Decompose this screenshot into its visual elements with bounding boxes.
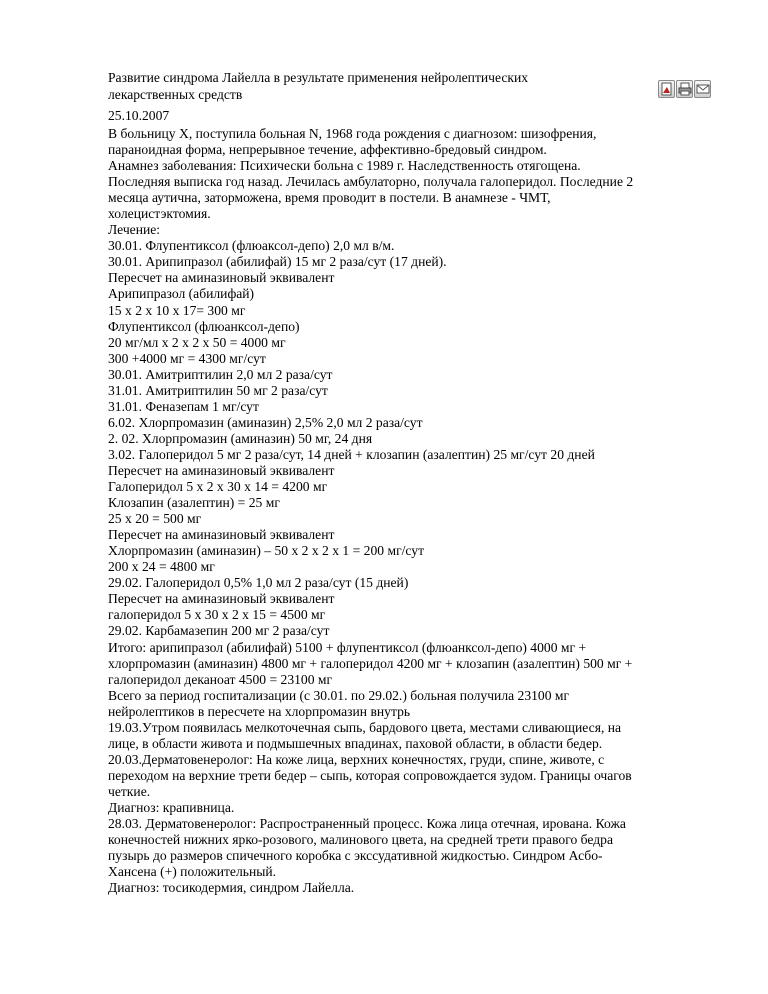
body-line: 30.01. Арипипразол (абилифай) 15 мг 2 раза/сут (17 дней).: [108, 254, 447, 270]
body-line: В больницу X, поступила больная N, 1968 года рождения с диагнозом: шизофрения,: [108, 126, 597, 141]
body-line: галоперидол 5 х 30 х 2 х 15 = 4500 мг: [108, 607, 326, 623]
body-line: галоперидол деканоат 4500 = 23100 мг: [108, 671, 333, 687]
body-line: Пересчет на аминазиновый эквивалент: [108, 270, 335, 286]
body-line: 20.03.Дерматовенеролог: На коже лица, верхних конечностях, груди, спине, животе, с: [108, 751, 605, 767]
body-line: 30.01. Флупентиксол (флюаксол-депо) 2,0 мл в/м.: [108, 238, 395, 254]
body-line: Клозапин (азалептин) = 25 мг: [108, 495, 280, 511]
body-line: пузырь до размеров спичечного коробка с экссудативной жидкостью. Синдром Асбо-: [108, 848, 603, 864]
title-line: Развитие синдрома Лайелла в результате применения нейролептических: [108, 70, 529, 85]
body-line: 200 х 24 = 4800 мг: [108, 559, 215, 575]
publication-date: 25.10.2007: [108, 108, 170, 123]
body-line: 20 мг/мл х 2 х 2 х 50 = 4000 мг: [108, 334, 286, 350]
body-line: 29.02. Карбамазепин 200 мг 2 раза/сут: [108, 623, 330, 639]
email-icon[interactable]: [694, 80, 711, 98]
article-title: [108, 69, 628, 103]
body-line: четкие.: [108, 783, 151, 799]
body-line: 300 +4000 мг = 4300 мг/сут: [108, 350, 266, 366]
body-line: Пересчет на аминазиновый эквивалент: [108, 462, 335, 478]
body-line: параноидная форма, непрерывное течение, аффективно-бредовый синдром.: [108, 142, 547, 158]
body-line: Флупентиксол (флюанксол-депо): [108, 318, 300, 334]
body-line: нейролептиков в пересчете на хлорпромазин внутрь: [108, 703, 411, 719]
body-line: Пересчет на аминазиновый эквивалент: [108, 591, 335, 607]
body-line: холецистэктомия.: [108, 206, 211, 222]
article-toolbar: [658, 78, 711, 100]
body-line: Пересчет на аминазиновый эквивалент: [108, 527, 335, 543]
body-line: Хансена (+) положительный.: [108, 864, 277, 880]
pdf-icon[interactable]: [658, 80, 675, 98]
title-line: лекарственных средств: [108, 87, 243, 102]
body-line: Итого: арипипразол (абилифай) 5100 + флупентиксол (флюанксол-депо) 4000 мг +: [108, 639, 587, 655]
body-line: месяца аутична, заторможена, время проводит в постели. В анамнезе - ЧМТ,: [108, 190, 551, 206]
body-line: хлорпромазин (аминазин) 4800 мг + галоперидол 4200 мг + клозапин (азалептин) 500 мг +: [108, 655, 633, 671]
body-line: переходом на верхние трети бедер – сыпь, которая сопровождается зудом. Границы очагов: [108, 767, 632, 783]
body-line: 29.02. Галоперидол 0,5% 1,0 мл 2 раза/сут (15 дней): [108, 575, 409, 591]
body-line: 3.02. Галоперидол 5 мг 2 раза/сут, 14 дней + клозапин (азалептин) 25 мг/сут 20 дней: [108, 446, 595, 462]
body-line: 6.02. Хлорпромазин (аминазин) 2,5% 2,0 мл 2 раза/сут: [108, 414, 423, 430]
body-line: Последняя выписка год назад. Лечилась амбулаторно, получала галоперидол. Последние 2: [108, 174, 634, 190]
article-body: [108, 126, 723, 896]
body-line: лице, в области живота и подмышечных впадинах, паховой области, в области бедер.: [108, 735, 603, 751]
body-line: 15 х 2 х 10 х 17= 300 мг: [108, 302, 246, 318]
body-line: Арипипразол (абилифай): [108, 286, 255, 302]
body-line: Хлорпромазин (аминазин) – 50 х 2 х 2 х 1 = 200 мг/сут: [108, 543, 425, 559]
body-line: Всего за период госпитализации (с 30.01. по 29.02.) больная получила 23100 мг: [108, 687, 570, 703]
body-line: 19.03.Утром появилась мелкоточечная сыпь, бардового цвета, местами сливающиеся, на: [108, 719, 622, 735]
print-icon[interactable]: [676, 80, 693, 98]
body-line: 2. 02. Хлорпромазин (аминазин) 50 мг, 24 дня: [108, 430, 373, 446]
body-line: Лечение:: [108, 222, 161, 238]
body-line: Диагноз: крапивница.: [108, 799, 235, 815]
body-line: Анамнез заболевания: Психически больна с 1989 г. Наследственность отягощена.: [108, 158, 581, 174]
body-line: Галоперидол 5 х 2 х 30 х 14 = 4200 мг: [108, 479, 328, 495]
body-line: 25 х 20 = 500 мг: [108, 511, 202, 527]
body-line: 30.01. Амитриптилин 2,0 мл 2 раза/сут: [108, 366, 333, 382]
body-line: Диагноз: тосикодермия, синдром Лайелла.: [108, 880, 355, 896]
body-line: 31.01. Феназепам 1 мг/сут: [108, 398, 259, 414]
body-line: конечностей нижних ярко-розового, малинового цвета, на средней трети правого бедра: [108, 832, 613, 848]
body-line: 28.03. Дерматовенеролог: Распространенный процесс. Кожа лица отечная, ирована. Кожа: [108, 816, 626, 832]
body-line: 31.01. Амитриптилин 50 мг 2 раза/сут: [108, 382, 328, 398]
